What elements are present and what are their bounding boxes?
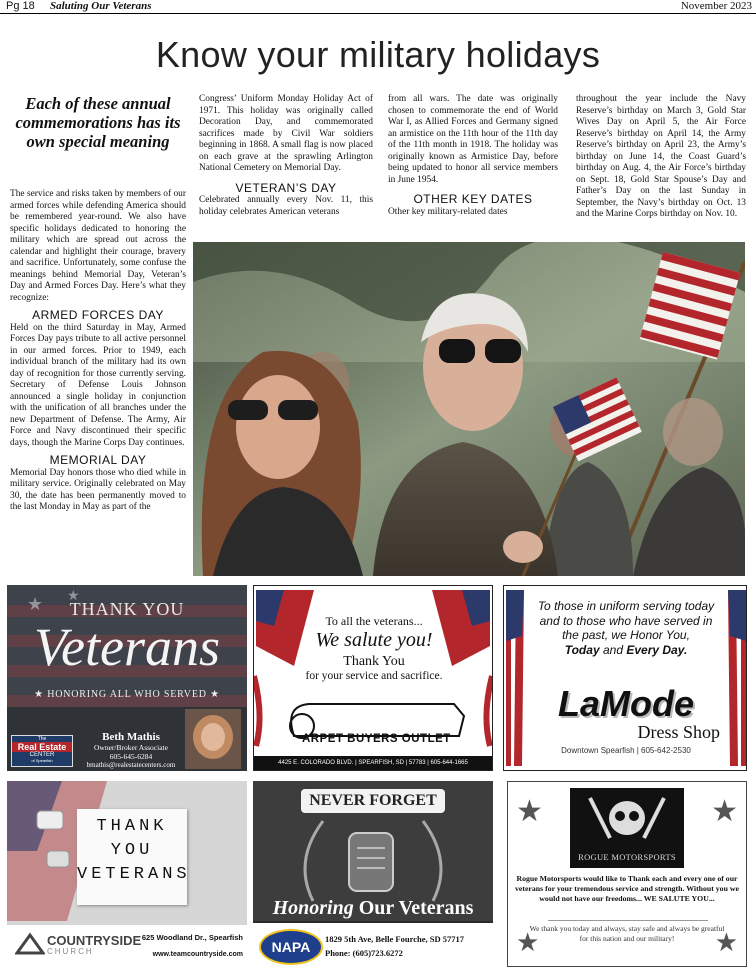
- sign-line-3: VETERANS: [77, 865, 191, 884]
- napa-address: 1829 5th Ave, Belle Fourche, SD 57717: [325, 934, 464, 944]
- rogue-thanks: We thank you today and always, stay safe and always be greatful for this nation and our military!: [529, 924, 725, 943]
- agent-name: Beth Mathis: [102, 731, 160, 743]
- lamode-message: [532, 599, 720, 657]
- lamode-sub: Dress Shop: [637, 722, 720, 742]
- page-number: Pg 18: [6, 0, 35, 12]
- never-forget-banner: NEVER FORGET: [301, 789, 445, 813]
- veterans-paragraph: Celebrated annually every Nov. 11, this holiday celebrates American veterans: [199, 195, 373, 217]
- article-title: Know your military holidays: [155, 34, 601, 75]
- intro-paragraph: The service and risks taken by members of our armed forces while defending America should be remembered year-round. We also have specific holidays dedicated to honoring the military which are spread out across the calendar and highlight their courage, bravery and sacrifice. Unfortunately, some confuse the meanings behind Memorial Day, Veteran’s Day and Armed Forces Day. Here’s what they recognize:: [10, 189, 186, 303]
- carpet-message: [284, 614, 464, 682]
- veterans-script: Veterans: [34, 617, 220, 677]
- lamode-footer: Downtown Spearfish | 605-642-2530: [561, 746, 691, 755]
- publication-name: Saluting Our Veterans: [50, 0, 152, 12]
- agent-role: Owner/Broker Associate: [94, 743, 168, 752]
- logo-real-estate: Real Estate: [12, 742, 72, 752]
- church-web[interactable]: www.teamcountryside.com: [152, 951, 243, 958]
- armed-forces-paragraph: Held on the third Saturday in May, Armed Forces Day pays tribute to all active personnel in our armed forces. Prior to 1949, each individual branch of the military had its own day of recognition for those currently serving. Secretary of Defense Louis Johnson announced a single holiday in conjunction with the unification of all branches under the new Department of Defense. The Army, Air Force and Navy discontinued their specific days, though the Marine Corps Day continues.: [10, 322, 186, 448]
- agent-photo: [185, 709, 241, 769]
- heading-memorial-day: MEMORIAL DAY: [49, 453, 147, 467]
- agent-phone[interactable]: 605-645-6284: [109, 752, 153, 761]
- star-icon: ★: [516, 928, 540, 957]
- divider: [548, 920, 708, 921]
- sign-line-2: YOU: [110, 841, 154, 860]
- column-2: [199, 94, 373, 218]
- ad-carpet-buyers-outlet: [253, 585, 493, 771]
- skull-icon: [570, 788, 684, 852]
- ad-napa: [253, 781, 493, 967]
- rogue-message: Rogue Motorsports would like to Thank each and every one of our veterans for your tremendous service and strength. Without you we would not have our freedoms... WE SALUTE YOU...: [515, 874, 739, 903]
- issue-date: November 2023: [680, 0, 752, 12]
- lamode-message-text: To those in uniform serving today and to those who have served in the past, we Honor You,: [537, 599, 715, 642]
- sign-line-1: THANK: [96, 817, 168, 836]
- lamode-every-day: Every Day.: [626, 642, 688, 657]
- carpet-line2: We salute you!: [315, 629, 433, 651]
- church-brand: COUNTRYSIDE: [47, 933, 142, 948]
- svg-text:★: ★: [27, 594, 44, 614]
- column-4: [576, 94, 746, 221]
- real-estate-logo: [11, 735, 73, 767]
- logo-center: CENTER: [29, 752, 55, 758]
- ad-real-estate-center: [7, 585, 247, 771]
- col4-paragraph: throughout the year include the Navy Reserve’s birthday on March 3, Gold Star Wives Day on April 5, the Air Force Reserve’s birthday on April 14, the Army Reserve’s birthday on April 23, the Army’s birthday on June 14, the Coast Guard’s birthday on Aug. 4, the Air Force’s birthday on Sept. 18, Gold Star Spouse’s Day and Father’s Day on the last Sunday in September, the Navy’s birthday on Oct. 13 and the Marine Corps birthday on Nov. 10.: [576, 94, 746, 219]
- our-veterans-word: Our Veterans: [358, 897, 474, 919]
- logo-the: The: [37, 736, 47, 742]
- thank-you-text: THANK YOU: [69, 599, 185, 619]
- honoring-text: HONORING ALL WHO SERVED: [47, 689, 207, 700]
- heading-veterans-day: VETERAN’S DAY: [235, 180, 337, 195]
- lamode-today: Today: [564, 642, 600, 657]
- carpet-footer: 4425 E. COLORADO BLVD. | SPEARFISH, SD | 57783 | 605-644-1665: [254, 756, 492, 771]
- other-paragraph: Other key military-related dates: [388, 206, 508, 217]
- carpet-line4: for your service and sacrifice.: [305, 670, 443, 682]
- column-1: [10, 189, 186, 514]
- col3-paragraph: from all wars. The date was originally chosen to commemorate the end of World War I, as Allied Forces and Germany signed an armistice on the 11th hour of the 11th day of the 11th month in 1918. The holiday was originally known as Armistice Day, before being updated to honor all service members in June 1954.: [388, 94, 558, 185]
- article-deck: Each of these annual commemorations has its own special meaning: [15, 94, 181, 151]
- lamode-brand: LaMode: [557, 683, 694, 724]
- veterans-parade-photo: [193, 242, 745, 576]
- church-brand-sub: CHURCH: [47, 947, 94, 956]
- lamode-and: and: [602, 642, 623, 657]
- napa-phone[interactable]: Phone: (605)723.6272: [325, 948, 403, 958]
- rogue-brand: ROGUE MOTORSPORTS: [578, 852, 676, 862]
- honoring-line: ★ HONORING ALL WHO SERVED ★: [34, 689, 220, 700]
- carpet-brand: ARPET BUYERS OUTLET: [302, 733, 451, 745]
- church-address: 625 Woodland Dr., Spearfish: [141, 933, 243, 942]
- photo-illustration: [193, 242, 745, 576]
- ad-rogue-motorsports: [507, 781, 747, 967]
- star-icon: ★: [711, 795, 738, 828]
- logo-spearfish: of Spearfish: [31, 758, 53, 763]
- thank-you-sign: [77, 809, 191, 905]
- agent-email[interactable]: bmathis@realestatecenters.com: [86, 761, 176, 769]
- svg-text:★: ★: [67, 589, 80, 604]
- honoring-banner: [253, 897, 493, 920]
- carpet-line1: To all the veterans...: [325, 614, 423, 628]
- star-icon: ★: [516, 795, 543, 828]
- agent-info: [75, 731, 187, 769]
- heading-armed-forces-day: ARMED FORCES DAY: [32, 308, 164, 322]
- memorial-paragraph: Memorial Day honors those who died while in military service. Originally celebrated on May 30, the date has been permanently moved to the last Monday in May as part of the: [10, 467, 186, 512]
- col2-paragraph: Congress’ Uniform Monday Holiday Act of 1971. This holiday was originally called Decoration Day, and commemorated sacrifices made by Civil War soldiers beginning in 1868. A small flag is now placed on each grave at the sprawling Arlington National Cemetery on Memorial Day.: [199, 94, 373, 173]
- napa-logo: NAPA: [259, 929, 323, 965]
- ad-countryside-church: [7, 781, 247, 967]
- rogue-logo: [570, 788, 684, 868]
- ad-lamode-dress-shop: [503, 585, 747, 771]
- column-3: [388, 94, 558, 218]
- page-header: [0, 0, 756, 14]
- star-icon: ★: [714, 928, 738, 957]
- carpet-line3: Thank You: [343, 654, 405, 669]
- honoring-word: Honoring: [272, 897, 354, 919]
- mountain-logo-icon: [15, 931, 45, 957]
- heading-other-key-dates: OTHER KEY DATES: [413, 192, 533, 206]
